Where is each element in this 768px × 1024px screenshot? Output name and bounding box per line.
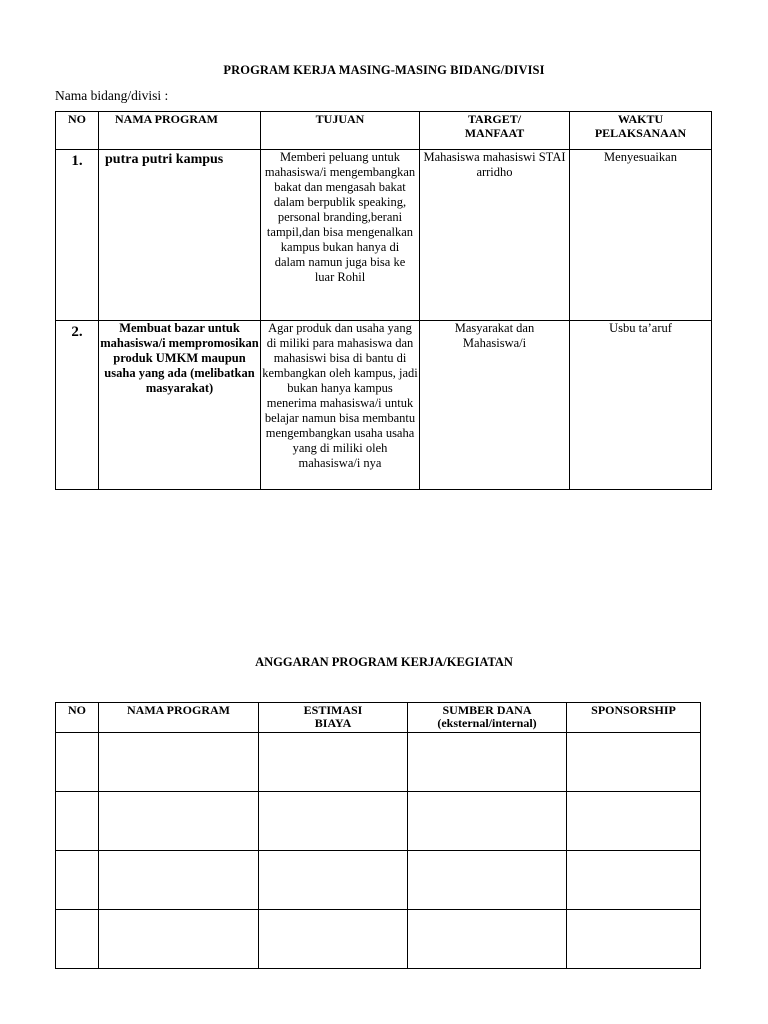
header-biaya-line1: ESTIMASI — [303, 703, 363, 717]
table-cell[interactable] — [99, 733, 259, 792]
table-row — [56, 150, 712, 321]
table-cell[interactable] — [408, 792, 567, 851]
program-name: Membuat bazar untuk mahasiswa/i mempromosikan produk UMKM maupun usaha yang ada (melibatkan masyarakat) — [99, 321, 261, 490]
header-sponsorship: SPONSORSHIP — [567, 703, 701, 733]
program-name: putra putri kampus — [99, 150, 261, 321]
header-sumber-line1: SUMBER DANA — [442, 703, 532, 717]
header-waktu-line1: WAKTU — [617, 112, 664, 126]
work-program-table — [55, 111, 712, 490]
table-cell[interactable] — [259, 910, 408, 969]
header-target — [420, 112, 570, 150]
program-target: Masyarakat dan Mahasiswa/i — [420, 321, 570, 490]
table-cell[interactable] — [56, 910, 99, 969]
table-cell[interactable] — [99, 792, 259, 851]
table-cell[interactable] — [259, 733, 408, 792]
program-waktu: Usbu ta’aruf — [570, 321, 712, 490]
header-sumber-dana — [408, 703, 567, 733]
table-cell[interactable] — [56, 733, 99, 792]
table-cell[interactable] — [408, 851, 567, 910]
table-row — [56, 851, 701, 910]
program-target: Mahasiswa mahasiswi STAI arridho — [420, 150, 570, 321]
header-no: NO — [56, 703, 99, 733]
header-tujuan: TUJUAN — [261, 112, 420, 150]
table-cell[interactable] — [567, 910, 701, 969]
budget-section-title: ANGGARAN PROGRAM KERJA/KEGIATAN — [255, 655, 513, 669]
row-number: 1. — [56, 150, 99, 321]
header-target-line2: MANFAAT — [464, 125, 525, 140]
table-row — [56, 910, 701, 969]
table-cell[interactable] — [99, 910, 259, 969]
table-cell[interactable] — [56, 851, 99, 910]
table-cell[interactable] — [567, 851, 701, 910]
table-cell[interactable] — [408, 910, 567, 969]
table-header-row — [56, 703, 701, 733]
program-tujuan: Memberi peluang untuk mahasiswa/i mengembangkan bakat dan mengasah bakat dalam berpublik speaking, personal branding,berani tampil,dan bisa mengenalkan kampus bukan hanya di dalam namun juga bisa ke luar Rohil — [261, 150, 420, 321]
budget-table — [55, 702, 701, 969]
table-row — [56, 321, 712, 490]
header-waktu — [570, 112, 712, 150]
header-estimasi-biaya — [259, 703, 408, 733]
header-nama-program: NAMA PROGRAM — [99, 112, 261, 150]
header-target-line1: TARGET/ — [467, 112, 522, 126]
table-row — [56, 792, 701, 851]
table-cell[interactable] — [408, 733, 567, 792]
table-row — [56, 733, 701, 792]
header-sumber-line2: (eksternal/internal) — [437, 716, 537, 731]
header-waktu-line2: PELAKSANAAN — [594, 125, 687, 140]
page-title: PROGRAM KERJA MASING-MASING BIDANG/DIVISI — [223, 63, 545, 77]
program-tujuan: Agar produk dan usaha yang di miliki para mahasiswa dan mahasiswi bisa di bantu di kembangkan oleh kampus, jadi bukan hanya kampus menerima mahasiswa/i untuk belajar namun bisa membantu mengembangkan usaha usaha yang di miliki oleh mahasiswa/i nya — [261, 321, 420, 490]
table-cell[interactable] — [259, 792, 408, 851]
header-no: NO — [56, 112, 99, 150]
table-cell[interactable] — [99, 851, 259, 910]
header-biaya-line2: BIAYA — [314, 716, 352, 731]
table-cell[interactable] — [567, 792, 701, 851]
row-number: 2. — [56, 321, 99, 490]
table-cell[interactable] — [56, 792, 99, 851]
field-label-bidang: Nama bidang/divisi : — [55, 88, 169, 103]
table-header-row — [56, 112, 712, 150]
header-nama-program: NAMA PROGRAM — [99, 703, 259, 733]
program-waktu: Menyesuaikan — [570, 150, 712, 321]
table-cell[interactable] — [259, 851, 408, 910]
table-cell[interactable] — [567, 733, 701, 792]
